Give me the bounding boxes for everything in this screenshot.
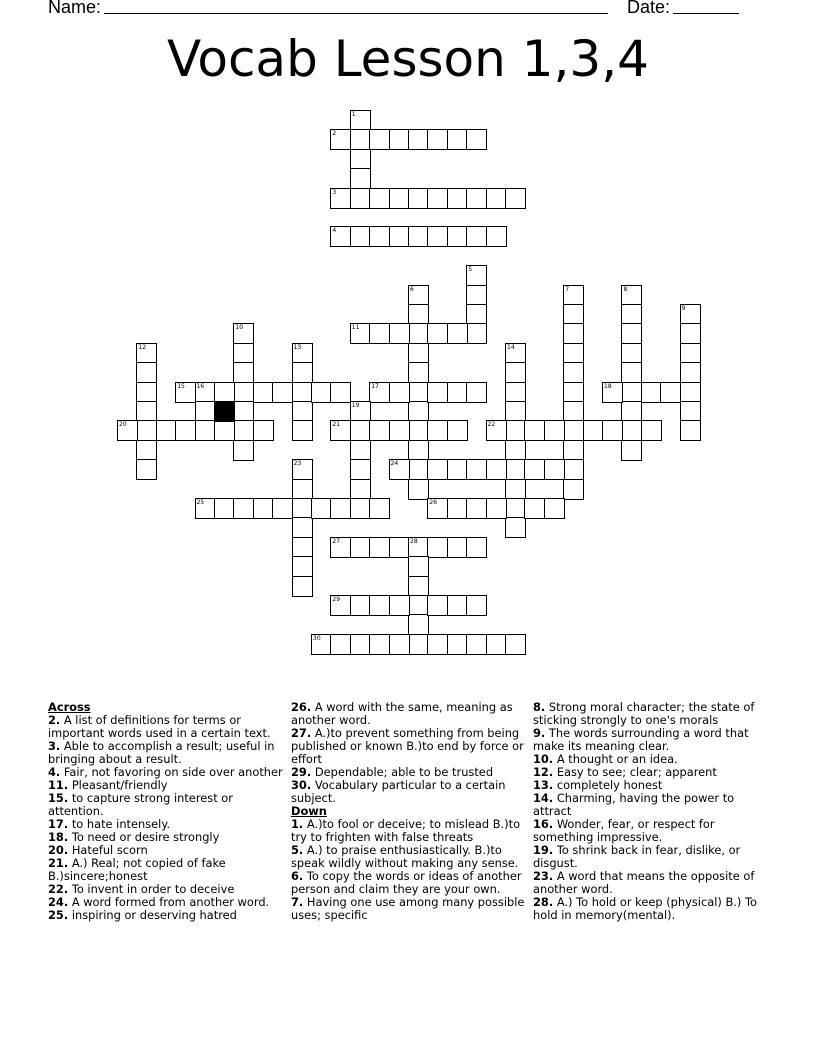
grid-cell[interactable] [292,382,313,403]
grid-cell[interactable] [563,304,584,325]
cell-number: 25 [196,499,205,506]
cell-number: 13 [293,343,302,351]
grid-cell[interactable] [680,323,701,344]
cell-number: 28 [410,537,418,545]
grid-cell[interactable] [408,188,429,209]
grid-cell[interactable] [427,537,448,558]
clue-across-30: 30. Vocabulary particular to a certain subject. [291,778,506,805]
clue-down-12: 12. Easy to see; clear; apparent [533,765,717,779]
cell-number: 29 [332,596,341,603]
date-field[interactable] [673,13,739,14]
cell-number: 7 [565,285,570,293]
grid-cell[interactable] [350,479,371,500]
grid-cell[interactable] [621,304,642,325]
grid-cell[interactable] [350,498,371,519]
grid-cell[interactable] [447,382,468,403]
grid-cell[interactable] [408,226,429,247]
grid-cell[interactable] [505,420,526,441]
grid-cell[interactable] [408,459,429,480]
grid-cell[interactable] [136,343,157,364]
grid-cell[interactable] [350,129,371,150]
worksheet-header [0,0,816,21]
grid-cell[interactable] [466,459,487,480]
grid-cell[interactable] [447,459,468,480]
cell-number: 24 [390,460,399,468]
page-title: Vocab Lesson 1,3,4 [167,30,649,88]
grid-cell[interactable] [427,323,448,344]
grid-cell[interactable] [524,459,545,480]
grid-cell[interactable] [486,459,507,480]
grid-cell[interactable] [680,382,701,403]
grid-cell[interactable] [466,634,487,655]
grid-cell[interactable] [427,420,448,441]
grid-cell[interactable] [505,634,526,655]
grid-cell[interactable] [369,129,390,150]
grid-cell[interactable] [447,226,468,247]
clue-across-29: 29. Dependable; able to be trusted [291,765,494,779]
cell-number: 12 [138,343,147,351]
grid-cell[interactable] [292,517,313,538]
grid-cell[interactable] [583,420,604,441]
grid-cell[interactable] [369,537,390,558]
clue-down-1: 1. A.)to fool or deceive; to mislead B.)to try to frighten with false threats [291,817,521,844]
cell-number: 30 [313,634,321,642]
clue-across-20: 20. Hateful scorn [48,843,148,857]
grid-cell[interactable] [136,362,157,383]
grid-cell[interactable] [233,440,254,461]
grid-cell[interactable] [350,420,371,441]
grid-cell[interactable] [195,498,216,519]
grid-cell[interactable] [292,343,313,364]
grid-cell[interactable] [641,382,662,403]
grid-cell[interactable] [466,498,487,519]
grid-cell[interactable] [563,440,584,461]
grid-cell[interactable] [272,382,293,403]
grid-cell[interactable] [369,498,390,519]
grid-cell[interactable] [408,323,429,344]
clue-across-15: 15. to capture strong interest or attention. [48,791,233,818]
grid-cell[interactable] [175,382,196,403]
clue-across-4: 4. Fair, not favoring on side over another [48,765,283,779]
grid-cell[interactable] [447,498,468,519]
grid-cell[interactable] [330,595,351,616]
grid-cell[interactable] [408,401,429,422]
grid-cell[interactable] [292,556,313,577]
cell-number: 11 [351,324,360,332]
cell-number: 8 [623,285,628,293]
grid-cell[interactable] [408,343,429,364]
grid-cell[interactable] [486,226,507,247]
grid-cell[interactable] [621,420,642,441]
grid-cell[interactable] [563,459,584,480]
down-heading: Down [291,804,327,818]
grid-cell[interactable] [292,498,313,519]
grid-cell[interactable] [466,595,487,616]
grid-cell[interactable] [427,188,448,209]
grid-cell[interactable] [427,459,448,480]
grid-cell[interactable] [350,401,371,422]
grid-cell[interactable] [563,420,584,441]
clue-across-21: 21. A.) Real; not copied of fake B.)sincere;honest [48,856,226,883]
grid-cell[interactable] [447,634,468,655]
clue-across-11: 11. Pleasant/friendly [48,778,168,792]
grid-cell[interactable] [330,498,351,519]
grid-cell[interactable] [350,226,371,247]
grid-cell[interactable] [544,459,565,480]
grid-cell[interactable] [447,188,468,209]
grid-cell[interactable] [505,459,526,480]
grid-cell[interactable] [330,634,351,655]
grid-cell[interactable] [369,226,390,247]
grid-cell[interactable] [330,188,351,209]
grid-cell[interactable] [330,129,351,150]
grid-cell[interactable] [253,420,274,441]
grid-cell[interactable] [680,304,701,325]
grid-cell[interactable] [136,382,157,403]
cell-number: 3 [332,188,337,196]
clue-across-26: 26. A word with the same, meaning as another word. [291,700,513,727]
grid-cell[interactable] [621,401,642,422]
grid-cell[interactable] [466,285,487,306]
grid-cell[interactable] [311,498,332,519]
grid-cell[interactable] [505,188,526,209]
grid-cell[interactable] [563,343,584,364]
grid-cell[interactable] [350,634,371,655]
grid-cell[interactable] [369,188,390,209]
grid-cell[interactable] [486,498,507,519]
grid-cell[interactable] [563,382,584,403]
grid-cell[interactable] [466,304,487,325]
grid-cell[interactable] [602,382,623,403]
grid-cell[interactable] [466,265,487,286]
grid-cell[interactable] [505,401,526,422]
grid-cell[interactable] [680,362,701,383]
grid-cell[interactable] [427,382,448,403]
grid-cell[interactable] [408,382,429,403]
grid-cell[interactable] [486,420,507,441]
cell-number: 18 [604,382,612,390]
grid-cell[interactable] [233,323,254,344]
grid-cell[interactable] [350,323,371,344]
clue-across-25: 25. inspiring or deserving hatred [48,908,237,922]
grid-cell[interactable] [389,537,410,558]
grid-cell[interactable] [389,323,410,344]
grid-cell[interactable] [389,129,410,150]
clue-down-28: 28. A.) To hold or keep (physical) B.) To hold in memory(mental). [533,895,757,922]
grid-cell[interactable] [292,401,313,422]
grid-cell[interactable] [505,362,526,383]
clue-across-3: 3. Able to accomplish a result; useful in bringing about a result. [48,739,275,766]
clue-down-10: 10. A thought or an idea. [533,752,678,766]
clue-column-1 [48,701,284,922]
grid-cell[interactable] [136,459,157,480]
grid-cell[interactable] [447,595,468,616]
grid-cell[interactable] [117,420,138,441]
cell-number: 2 [332,130,337,138]
clue-down-19: 19. To shrink back in fear, dislike, or disgust. [533,843,741,870]
clue-across-24: 24. A word formed from another word. [48,895,270,909]
grid-cell[interactable] [427,498,448,519]
clue-across-27: 27. A.)to prevent something from being published or known B.)to end by force or effort [291,726,524,766]
grid-cell[interactable] [214,420,235,441]
clue-across-2: 2. A list of definitions for terms or important words used in a certain text. [48,713,271,740]
grid-cell[interactable] [505,343,526,364]
grid-cell[interactable] [466,129,487,150]
grid-cell[interactable] [466,323,487,344]
grid-cell[interactable] [369,420,390,441]
grid-cell[interactable] [408,479,429,500]
grid-cell[interactable] [292,459,313,480]
grid-cell[interactable] [253,382,274,403]
cell-number: 4 [332,227,337,235]
clue-down-8: 8. Strong moral character; the state of sticking strongly to one's morals [533,700,755,727]
name-field[interactable] [104,13,608,14]
grid-cell[interactable] [369,595,390,616]
grid-cell[interactable] [563,479,584,500]
grid-cell[interactable] [330,226,351,247]
grid-cell[interactable] [389,382,410,403]
clue-column-3 [533,701,769,922]
grid-cell[interactable] [563,323,584,344]
grid-cell[interactable] [175,420,196,441]
grid-cell[interactable] [195,401,216,422]
cell-number: 21 [332,421,341,429]
grid-cell[interactable] [621,343,642,364]
cell-number: 10 [235,324,244,332]
cell-number: 20 [119,421,127,429]
grid-cell[interactable] [408,304,429,325]
grid-cell[interactable] [447,420,468,441]
grid-cell[interactable] [466,537,487,558]
clue-down-7: 7. Having one use among many possible uses; specific [291,895,525,922]
grid-cell[interactable] [233,382,254,403]
grid-cell[interactable] [466,226,487,247]
grid-cell[interactable] [156,420,177,441]
grid-cell[interactable] [408,537,429,558]
grid-cell[interactable] [292,479,313,500]
grid-cell[interactable] [621,323,642,344]
cell-number: 6 [410,285,414,293]
grid-cell[interactable] [505,498,526,519]
grid-cell[interactable] [369,634,390,655]
grid-cell[interactable] [408,285,429,306]
grid-cell[interactable] [544,420,565,441]
grid-cell[interactable] [427,595,448,616]
grid-cell[interactable] [563,285,584,306]
clue-down-14: 14. Charming, having the power to attract [533,791,735,818]
clue-across-22: 22. To invent in order to deceive [48,882,235,896]
grid-cell[interactable] [311,382,332,403]
grid-cell[interactable] [233,420,254,441]
clue-down-13: 13. completely honest [533,778,663,792]
grid-cell[interactable] [369,382,390,403]
grid-cell[interactable] [408,576,429,597]
grid-cell[interactable] [136,420,157,441]
grid-cell[interactable] [214,498,235,519]
grid-cell[interactable] [389,595,410,616]
grid-cell[interactable] [195,382,216,403]
grid-cell[interactable] [272,498,293,519]
grid-cell[interactable] [350,440,371,461]
cell-number: 26 [429,499,438,506]
grid-cell[interactable] [350,459,371,480]
grid-cell[interactable] [311,634,332,655]
cell-number: 19 [351,402,360,409]
grid-cell[interactable] [505,440,526,461]
grid-cell[interactable] [680,343,701,364]
cell-number: 15 [177,382,185,390]
grid-cell[interactable] [292,537,313,558]
cell-number: 22 [487,421,496,429]
grid-cell[interactable] [466,188,487,209]
grid-cell[interactable] [350,149,371,170]
grid-cell[interactable] [486,188,507,209]
grid-cell[interactable] [408,129,429,150]
grid-cell[interactable] [524,420,545,441]
grid-cell[interactable] [233,401,254,422]
grid-cell[interactable] [524,498,545,519]
grid-cell[interactable] [389,459,410,480]
clue-down-6: 6. To copy the words or ideas of another person and claim they are your own. [291,869,522,896]
grid-cell[interactable] [602,420,623,441]
grid-cell[interactable] [505,382,526,403]
grid-cell[interactable] [621,440,642,461]
grid-cell[interactable] [350,168,371,189]
grid-cell[interactable] [330,537,351,558]
grid-cell[interactable] [408,420,429,441]
grid-cell[interactable] [408,362,429,383]
clue-down-23: 23. A word that means the opposite of another word. [533,869,755,896]
grid-cell[interactable] [408,614,429,635]
clue-down-5: 5. A.) to praise enthusiastically. B.)to speak wildly without making any sense. [291,843,519,870]
grid-cell[interactable] [486,634,507,655]
cell-number: 14 [507,343,515,351]
clue-down-9: 9. The words surrounding a word that make its meaning clear. [533,726,749,753]
grid-cell[interactable] [641,420,662,441]
grid-cell[interactable] [447,323,468,344]
clue-column-2 [291,701,527,922]
grid-cell[interactable] [233,498,254,519]
grid-cell[interactable] [292,362,313,383]
grid-cell[interactable] [214,382,235,403]
grid-cell[interactable] [427,129,448,150]
cell-number: 1 [351,111,356,118]
grid-cell[interactable] [233,343,254,364]
grid-cell[interactable] [350,110,371,131]
grid-cell[interactable] [389,420,410,441]
grid-cell[interactable] [680,420,701,441]
grid-cell[interactable] [505,517,526,538]
grid-cell[interactable] [563,362,584,383]
grid-cell[interactable] [389,188,410,209]
grid-cell[interactable] [292,576,313,597]
grid-cell[interactable] [621,362,642,383]
clue-across-18: 18. To need or desire strongly [48,830,220,844]
grid-cell[interactable] [427,634,448,655]
grid-cell[interactable] [408,595,429,616]
grid-cell[interactable] [660,382,681,403]
grid-cell[interactable] [369,323,390,344]
cell-number: 27 [332,537,341,545]
grid-cell[interactable] [389,634,410,655]
clue-down-16: 16. Wonder, fear, or respect for something impressive. [533,817,715,844]
grid-cell[interactable] [350,188,371,209]
grid-cell[interactable] [292,420,313,441]
grid-cell[interactable] [447,129,468,150]
grid-cell[interactable] [330,420,351,441]
grid-cell[interactable] [563,401,584,422]
cell-number: 5 [468,266,473,274]
date-label: Date: [627,0,671,17]
grid-cell[interactable] [427,226,448,247]
grid-cell[interactable] [136,401,157,422]
grid-cell[interactable] [466,382,487,403]
cell-number: 23 [293,460,302,468]
grid-cell[interactable] [680,401,701,422]
grid-cell[interactable] [330,382,351,403]
grid-cell[interactable] [621,285,642,306]
grid-cell[interactable] [447,537,468,558]
black-cell [214,401,235,422]
cell-number: 17 [371,382,379,390]
grid-cell[interactable] [408,440,429,461]
across-heading: Across [48,700,91,714]
grid-cell[interactable] [408,634,429,655]
grid-cell[interactable] [350,537,371,558]
grid-cell[interactable] [408,556,429,577]
name-label: Name: [48,0,102,17]
grid-cell[interactable] [544,498,565,519]
grid-cell[interactable] [389,226,410,247]
grid-cell[interactable] [233,362,254,383]
clue-across-17: 17. to hate intensely. [48,817,171,831]
grid-cell[interactable] [621,382,642,403]
grid-cell[interactable] [195,420,216,441]
grid-cell[interactable] [253,498,274,519]
grid-cell[interactable] [505,479,526,500]
cell-number: 16 [196,382,205,390]
cell-number: 9 [681,305,686,312]
grid-cell[interactable] [136,440,157,461]
grid-cell[interactable] [350,595,371,616]
